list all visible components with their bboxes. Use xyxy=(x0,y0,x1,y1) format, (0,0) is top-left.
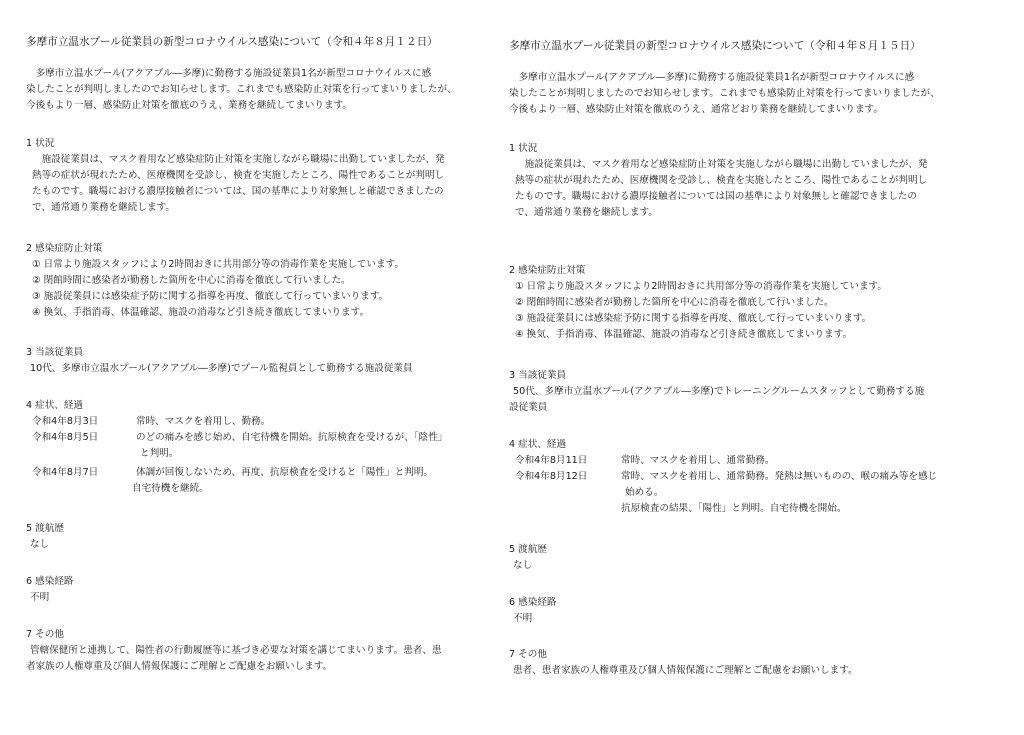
body-line: 熱等の症状が現れたため、医療機関を受診し、検査を実施したところ、陽性であることが判明し xyxy=(515,175,928,186)
section-timeline xyxy=(509,437,949,517)
section-heading: 3 当該従業員 xyxy=(509,370,567,381)
timeline-row xyxy=(26,465,470,497)
body-line: で、通常通り業務を継続します。 xyxy=(32,202,175,213)
timeline-text: 始める。 xyxy=(625,487,664,498)
staff-description: 設従業員 xyxy=(509,402,548,413)
timeline-row xyxy=(509,469,949,517)
body-line: 管轄保健所と連携して、陽性者の行動履歴等に基づき必要な対策を講じてまいります。患者、患 xyxy=(30,645,442,656)
section-staff xyxy=(26,345,470,377)
intro-line: 今後もより一層、感染防止対策を徹底のうえ、業務を継続してまいります。 xyxy=(26,100,352,111)
section-travel xyxy=(26,521,470,553)
timeline-date: 令和4年8月5日 xyxy=(32,432,99,443)
section-heading: 4 症状、経過 xyxy=(26,400,84,411)
timeline-text: 自宅待機を継続。 xyxy=(132,483,209,494)
intro-line: 染したことが判明しましたのでお知らせします。これまでも感染防止対策を行ってまいりましたが、 xyxy=(26,84,457,95)
route-value: 不明 xyxy=(30,592,50,603)
section-other xyxy=(26,627,470,675)
timeline-row xyxy=(509,453,949,469)
staff-description: 50代、多摩市立温水プール(アクアブル―多摩)でトレーニングルームスタッフとして勤務する施 xyxy=(513,386,925,397)
section-measures xyxy=(509,263,949,343)
section-route xyxy=(26,574,470,606)
intro-paragraph xyxy=(26,66,470,114)
timeline-text: 常時、マスクを着用し、勤務。 xyxy=(136,416,271,427)
route-value: 不明 xyxy=(513,613,533,624)
section-heading: 4 症状、経過 xyxy=(509,439,567,450)
list-item: ② 閉館時間に感染者が勤務した箇所を中心に消毒を徹底して行いました。 xyxy=(32,275,351,286)
section-travel xyxy=(509,542,949,574)
section-heading: 1 状況 xyxy=(509,143,538,154)
section-heading: 7 その他 xyxy=(26,629,64,640)
report-title: 多摩市立温水プール従業員の新型コロナウイルス感染について（令和４年８月１２日） xyxy=(26,36,438,48)
measures-list xyxy=(509,279,949,343)
section-situation xyxy=(509,141,949,221)
section-heading: 1 状況 xyxy=(26,138,55,149)
timeline-text: 抗原検査の結果、「陽性」と判明。自宅待機を開始。 xyxy=(621,503,847,514)
section-heading: 5 渡航歴 xyxy=(509,544,547,555)
travel-value: なし xyxy=(30,539,50,550)
list-item: ③ 施設従業員には感染症予防に関する指導を再度、徹底して行っていまいります。 xyxy=(32,291,389,302)
body-line: 患者、患者家族の人権尊重及び個人情報保護にご理解とご配慮をお願いします。 xyxy=(513,665,858,676)
intro-line: 今後もより一層、感染防止対策を徹底のうえ、通常どおり業務を継続してまいります。 xyxy=(509,104,883,115)
section-heading: 7 その他 xyxy=(509,649,547,660)
section-heading: 5 渡航歴 xyxy=(26,523,64,534)
body-line: たものです。職場における濃厚接触者については国の基準により対象無しと確認できましたの xyxy=(515,191,917,202)
section-heading: 6 感染経路 xyxy=(509,597,557,608)
intro-paragraph xyxy=(509,70,949,118)
timeline-row xyxy=(26,430,470,462)
section-heading: 3 当該従業員 xyxy=(26,347,84,358)
section-body xyxy=(509,157,949,221)
list-item: ① 日常より施設スタッフにより2時間おきに共用部分等の消毒作業を実施しています。 xyxy=(515,281,887,292)
timeline-date: 令和4年8月11日 xyxy=(515,455,588,466)
section-heading: 2 感染症防止対策 xyxy=(26,243,103,254)
section-other xyxy=(509,647,949,679)
staff-description: 10代、多摩市立温水プール(アクアブル―多摩)でプール監視員として勤務する施設従業員 xyxy=(30,363,413,374)
body-line: で、通常通り業務を継続します。 xyxy=(515,207,658,218)
timeline-date: 令和4年8月12日 xyxy=(515,471,588,482)
section-situation xyxy=(26,136,470,216)
section-body xyxy=(26,152,470,216)
timeline-date: 令和4年8月7日 xyxy=(32,467,99,478)
section-staff xyxy=(509,368,949,416)
section-measures xyxy=(26,241,470,321)
list-item: ② 閉館時間に感染者が勤務した箇所を中心に消毒を徹底して行いました。 xyxy=(515,297,834,308)
list-item: ① 日常より施設スタッフにより2時間おきに共用部分等の消毒作業を実施しています。 xyxy=(32,259,404,270)
timeline-text: と判明。 xyxy=(140,448,179,459)
timeline-text: 常時、マスクを着用し、通常勤務。発熱は無いものの、喉の痛み等を感じ xyxy=(621,471,938,482)
body-line: たものです。職場における濃厚接触者については、国の基準により対象無しと確認できましたの xyxy=(32,186,444,197)
timeline-text: 常時、マスクを着用し、通常勤務。 xyxy=(621,455,775,466)
timeline-row xyxy=(26,414,470,430)
report-title: 多摩市立温水プール従業員の新型コロナウイルス感染について（令和４年８月１５日） xyxy=(509,40,921,52)
section-heading: 2 感染症防止対策 xyxy=(509,265,586,276)
timeline-text: 体調が回復しないため、再度、抗原検査を受けると「陽性」と判明。 xyxy=(136,467,434,478)
body-line: 熱等の症状が現れたため、医療機関を受診し、検査を実施したところ、陽性であることが判明し xyxy=(32,170,445,181)
body-line: 施設従業員は、マスク着用など感染症防止対策を実施しながら職場に出勤していましたが、発 xyxy=(524,159,928,170)
list-item: ④ 換気、手指消毒、体温確認、施設の消毒など引き続き徹底してまいります。 xyxy=(515,329,853,340)
section-route xyxy=(509,595,949,627)
intro-line: 多摩市立温水プール(アクアブル―多摩)に勤務する施設従業員1名が新型コロナウイルスに感 xyxy=(518,72,915,83)
body-line: 者家族の人権尊重及び個人情報保護にご理解とご配慮をお願いします。 xyxy=(26,661,333,672)
section-timeline xyxy=(26,398,470,497)
intro-line: 多摩市立温水プール(アクアブル―多摩)に勤務する施設従業員1名が新型コロナウイルスに感 xyxy=(35,68,432,79)
travel-value: なし xyxy=(513,560,533,571)
measures-list xyxy=(26,257,470,321)
timeline-date: 令和4年8月3日 xyxy=(32,416,99,427)
intro-line: 染したことが判明しましたのでお知らせします。これまでも感染防止対策を行ってまいりましたが、 xyxy=(509,88,940,99)
timeline-text: のどの痛みを感じ始め、自宅待機を開始。抗原検査を受けるが、「陰性」 xyxy=(136,432,448,443)
section-heading: 6 感染経路 xyxy=(26,576,74,587)
list-item: ③ 施設従業員には感染症予防に関する指導を再度、徹底して行っていまいります。 xyxy=(515,313,872,324)
list-item: ④ 換気、手指消毒、体温確認、施設の消毒など引き続き徹底してまいります。 xyxy=(32,307,370,318)
body-line: 施設従業員は、マスク着用など感染症防止対策を実施しながら職場に出勤していましたが、発 xyxy=(41,154,445,165)
